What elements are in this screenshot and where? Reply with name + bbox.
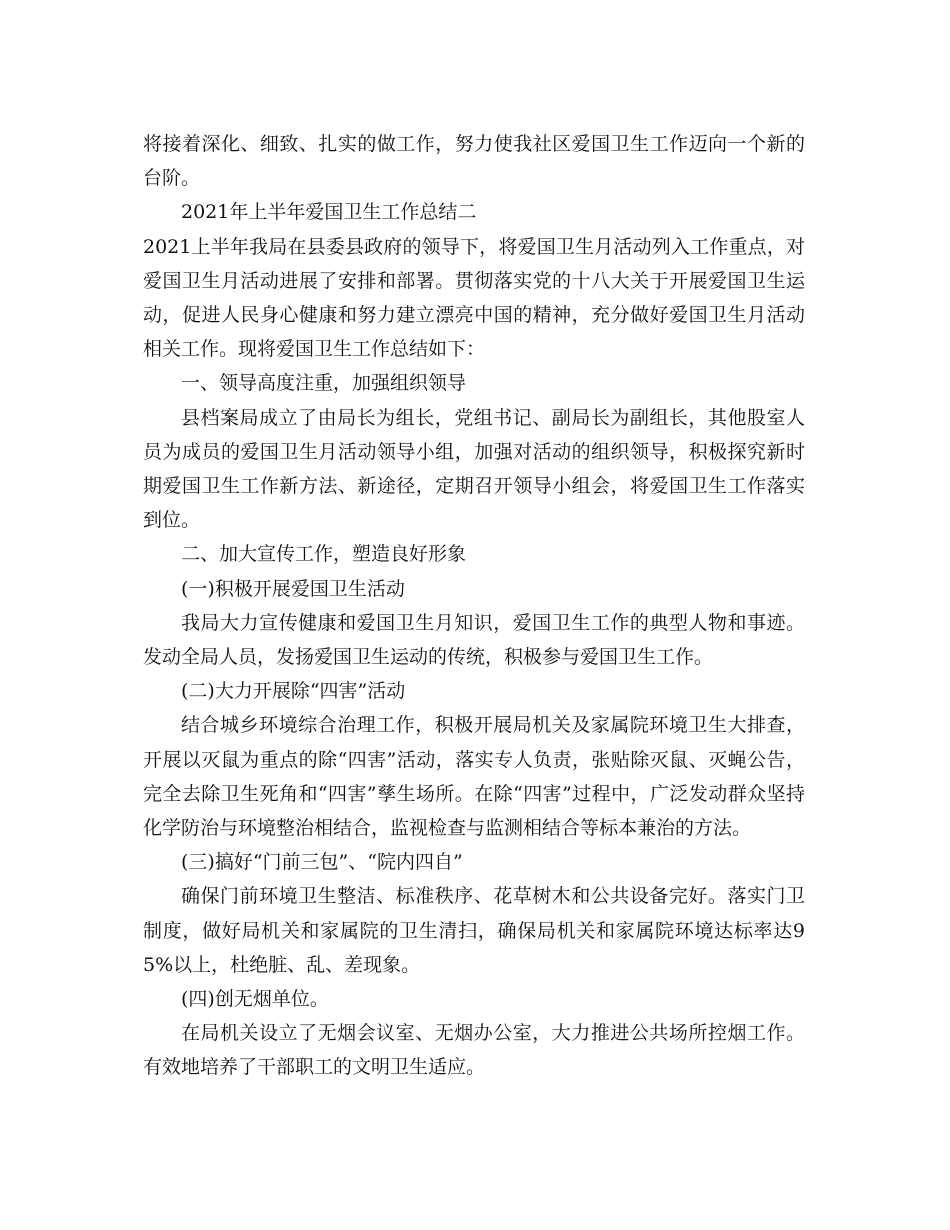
- section-heading: 二、加大宣传工作，塑造良好形象: [181, 543, 467, 566]
- paragraph: 2021上半年我局在县委县政府的领导下，将爱国卫生月活动列入工作重点，对爱国卫生月活动进展了安排和部署。贯彻落实党的十八大关于开展爱国卫生运动，促进人民身心健康和努力建立漂亮中国的精神，充分做好爱国卫生月活动相关工作。现将爱国卫生工作总结如下：: [143, 235, 805, 361]
- section-heading: 一、领导高度注重，加强组织领导: [181, 372, 467, 395]
- paragraph: 在局机关设立了无烟会议室、无烟办公室，大力推进公共场所控烟工作。有效地培养了干部职工的文明卫生适应。: [143, 1022, 805, 1079]
- section-title: 2021年上半年爱国卫生工作总结二: [181, 201, 477, 224]
- paragraph: 将接着深化、细致、扎实的做工作，努力使我社区爱国卫生工作迈向一个新的台阶。: [143, 133, 805, 190]
- paragraph: 确保门前环境卫生整洁、标准秩序、花草树木和公共设备完好。落实门卫制度，做好局机关和家属院的卫生清扫，确保局机关和家属院环境达标率达95%以上，杜绝脏、乱、差现象。: [143, 885, 805, 976]
- subsection-heading: (三)搞好“门前三包”、“院内四自”: [181, 851, 463, 874]
- document-body: [143, 127, 805, 1085]
- paragraph: 我局大力宣传健康和爱国卫生月知识，爱国卫生工作的典型人物和事迹。发动全局人员，发扬爱国卫生运动的传统，积极参与爱国卫生工作。: [143, 611, 805, 669]
- paragraph: 结合城乡环境综合治理工作，积极开展局机关及家属院环境卫生大排查，开展以灭鼠为重点的除“四害”活动，落实专人负责，张贴除灭鼠、灭蝇公告，完全去除卫生死角和“四害”孳生场所。在除“四害”过程中，广泛发动群众坚持化学防治与环境整治相结合，监视检查与监测相结合等标本兼治的方法。: [143, 714, 805, 840]
- subsection-heading: (二)大力开展除“四害”活动: [181, 680, 406, 703]
- subsection-heading: (一)积极开展爱国卫生活动: [181, 577, 405, 600]
- subsection-heading: (四)创无烟单位。: [181, 988, 329, 1011]
- paragraph: 县档案局成立了由局长为组长，党组书记、副局长为副组长，其他股室人员为成员的爱国卫生月活动领导小组，加强对活动的组织领导，积极探究新时期爱国卫生工作新方法、新途径，定期召开领导小组会，将爱国卫生工作落实到位。: [143, 406, 805, 532]
